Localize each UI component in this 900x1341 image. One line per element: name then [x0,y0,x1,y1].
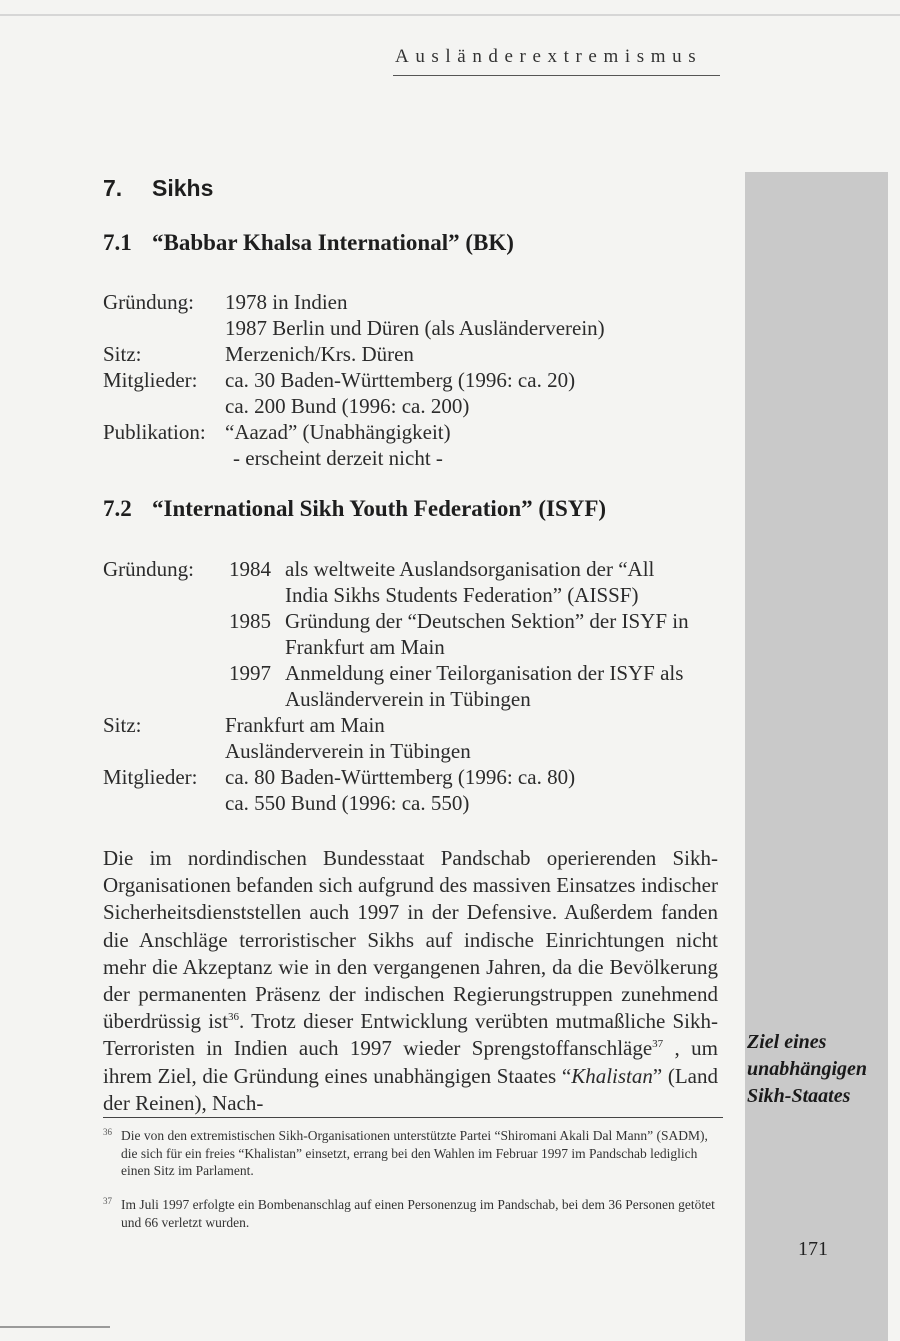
subsection-number-7-2: 7.2 [103,496,132,521]
label-publikation: Publikation: [103,420,206,444]
label-gruendung: Gründung: [103,557,194,581]
scan-edge-line [0,14,900,16]
value-mitglieder-2: ca. 200 Bund (1996: ca. 200) [225,394,470,418]
entry-text: Ausländerverein in Tübingen [285,687,531,711]
value-gruendung-2: 1987 Berlin und Düren (als Ausländerverein) [225,316,605,340]
margin-note [747,1029,867,1110]
value-sitz-2: Ausländerverein in Tübingen [225,739,471,763]
margin-note-line: Sikh-Staates [747,1085,851,1107]
body-text: ” (Land der Reinen), Nach- [103,1063,718,1115]
body-text: Die im nordindischen Bundesstaat Pandschab operierenden Sikh-Organisationen befanden sich aufgrund des massiven Einsatzes indischer Sicherheitsdienststellen auch 1997 in der Defensive. Außerdem fanden die Anschläge terroristischer Sikhs auf indische Einrichtungen nicht mehr die Akzeptanz wie in den vergangenen Jahren, da die Bevölkerung der permanenten Präsenz der indischen Regierungstruppen zunehmend überdrüssig ist [103,846,718,1034]
italic-term: Khalistan [571,1063,653,1088]
subsection-number-7-1: 7.1 [103,230,132,255]
scan-edge-mark [0,1326,110,1328]
entry-year: 1984 [229,557,271,581]
value-gruendung-1: 1978 in Indien [225,290,348,314]
value-mitglieder-1: ca. 30 Baden-Württemberg (1996: ca. 20) [225,368,576,392]
footnote-number: 36 [103,1127,112,1137]
margin-sidebar [745,172,888,1341]
entry-year: 1997 [229,661,271,685]
footnote-ref-37: 37 [652,1038,664,1051]
footnote-ref-36: 36 [228,1011,240,1024]
footnote-number: 37 [103,1196,112,1206]
header-rule [393,75,720,76]
entry-year: 1985 [229,609,271,633]
value-sitz: Merzenich/Krs. Düren [225,342,414,366]
label-sitz: Sitz: [103,713,142,737]
entry-text: India Sikhs Students Federation” (AISSF) [285,583,639,607]
label-sitz: Sitz: [103,342,142,366]
value-publikation-2: - erscheint derzeit nicht - [233,446,443,470]
value-mitglieder-1: ca. 80 Baden-Württemberg (1996: ca. 80) [225,765,576,789]
subsection-title-isyf: “International Sikh Youth Federation” (ISYF) [152,496,607,521]
body-paragraph [103,845,718,1117]
body-text: . Trotz dieser Entwicklung verübten mutmaßliche Sikh-Terroristen in Indien auch 1997 wieder Sprengstoffanschläge [103,1009,718,1061]
entry-text: Frankfurt am Main [285,635,445,659]
entry-text: als weltweite Auslandsorganisation der “All [285,557,655,581]
page-number: 171 [798,1238,828,1260]
label-gruendung: Gründung: [103,290,194,314]
entry-text: Gründung der “Deutschen Sektion” der ISYF in [285,609,689,633]
footnote-rule [103,1117,723,1118]
section-number: 7. [103,175,123,201]
subsection-title-bk: “Babbar Khalsa International” (BK) [152,230,514,255]
label-mitglieder: Mitglieder: [103,765,198,789]
entry-text: Anmeldung einer Teilorganisation der ISYF als [285,661,684,685]
label-mitglieder: Mitglieder: [103,368,198,392]
value-mitglieder-2: ca. 550 Bund (1996: ca. 550) [225,791,470,815]
value-publikation-1: “Aazad” (Unabhängigkeit) [225,420,451,444]
running-header: Ausländerextremismus [395,46,703,67]
body-text: , um ihrem Ziel, die Gründung eines unabhängigen Staates “ [103,1036,718,1088]
footnote-text: Die von den extremistischen Sikh-Organisationen unterstützte Partei “Shiromani Akali Dal Mann” (SADM), die sich für ein freies “Khalistan” einsetzt, errang bei den Wahlen im Februar 1997 im Pandschab lediglich einen Sitz im Parlament. [121,1128,708,1178]
footnote-text: Im Juli 1997 erfolgte ein Bombenanschlag auf einen Personenzug im Pandschab, bei dem 36 Personen getötet und 66 verletzt wurden. [121,1197,715,1230]
value-sitz-1: Frankfurt am Main [225,713,385,737]
margin-note-line: unabhängigen [747,1058,868,1080]
margin-note-line: Ziel eines [747,1031,827,1053]
section-title: Sikhs [152,175,214,201]
